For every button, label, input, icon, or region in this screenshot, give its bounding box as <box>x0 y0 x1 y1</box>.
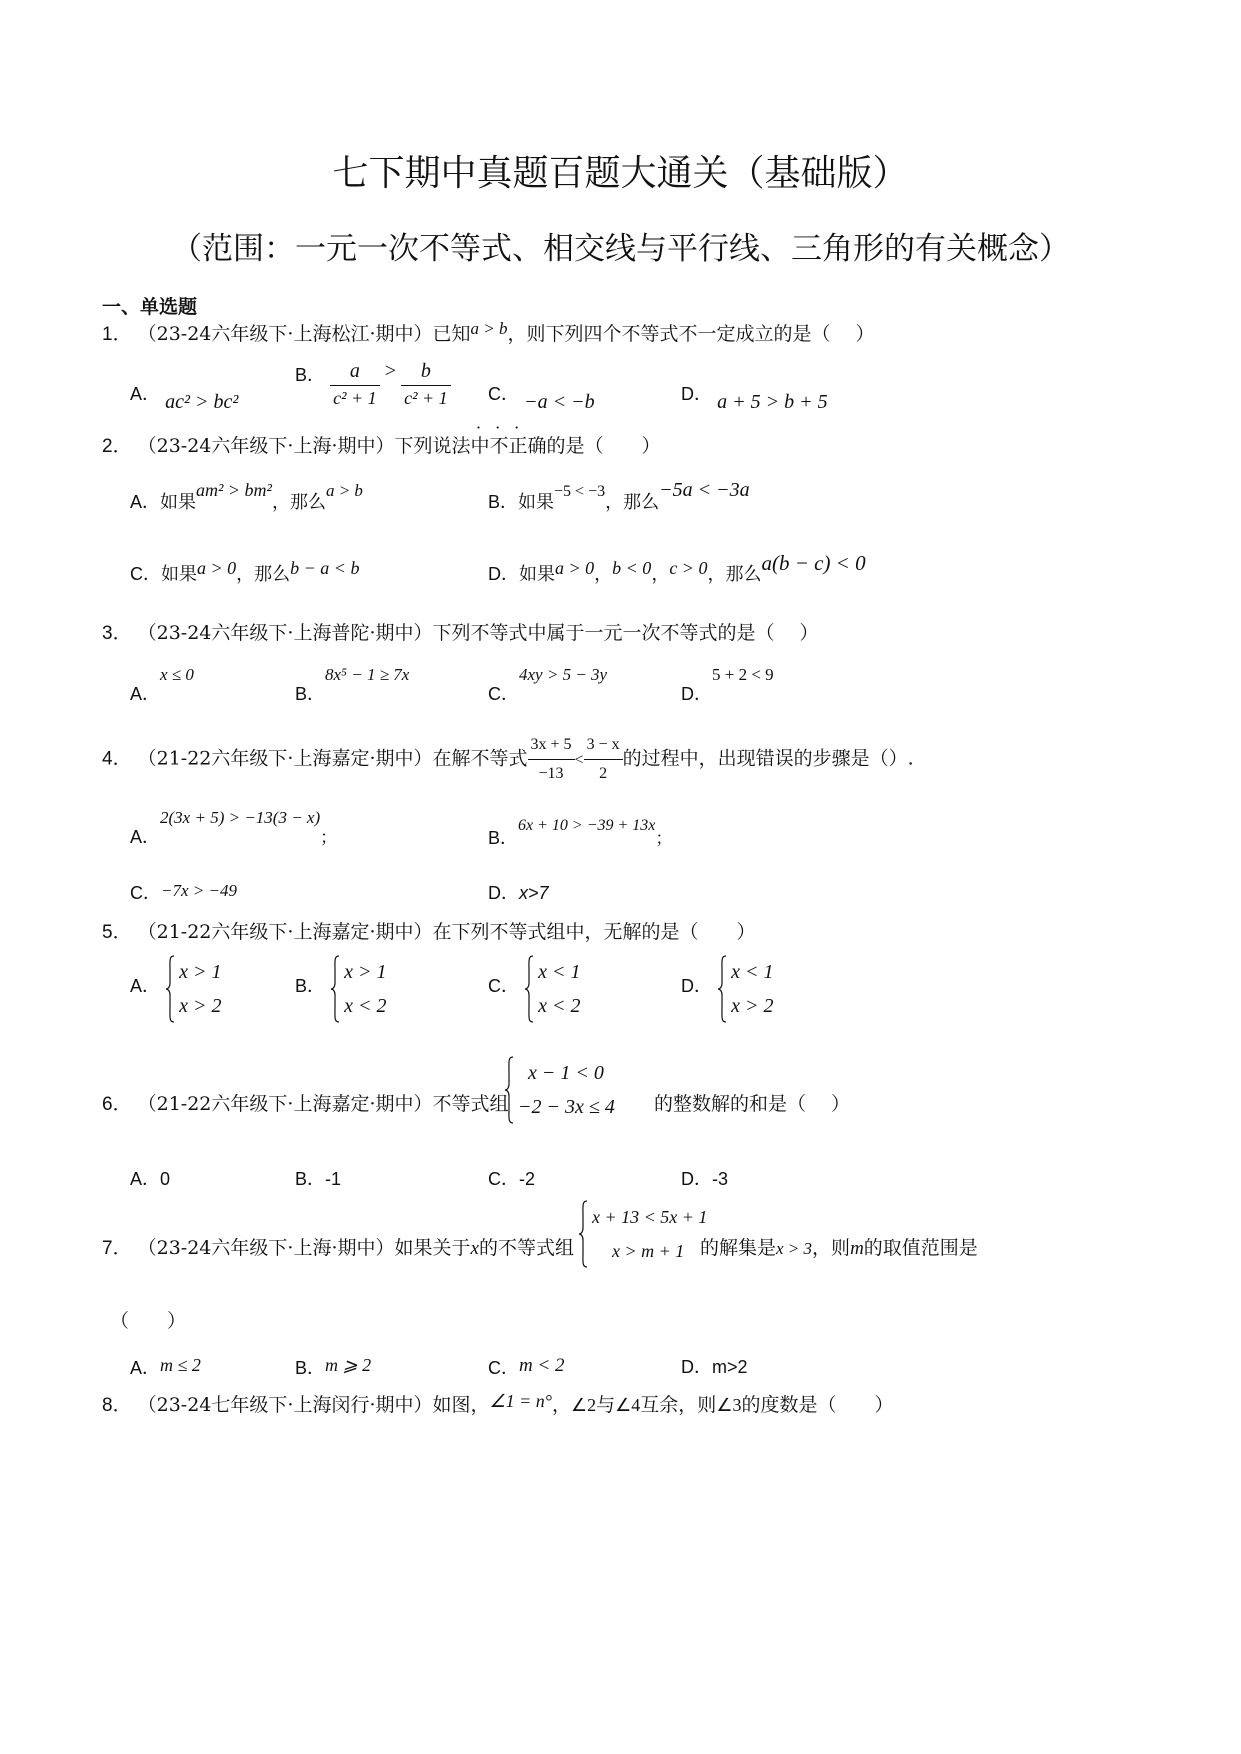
fraction-right <box>584 733 623 786</box>
option-expr: am² > bm² <box>196 480 272 500</box>
option-label: D． <box>681 976 712 996</box>
system-line: x > 2 <box>179 995 222 1017</box>
page-title: 七下期中真题百题大通关（基础版） <box>332 153 909 194</box>
option-a[interactable] <box>130 380 239 413</box>
inequality-system <box>504 1056 615 1124</box>
option-label: B． <box>295 365 326 385</box>
system-body <box>504 1056 615 1124</box>
stem-text: 互余，则 <box>640 1394 717 1416</box>
system-line: −2 − 3x ≤ 4 <box>518 1096 615 1118</box>
brace-icon <box>504 1056 514 1124</box>
stem-text: 下列不等式中属于一元一次不等式的是（ ） <box>432 622 819 644</box>
option-expr: −5a < −3a <box>659 479 750 501</box>
option-label: B． <box>295 1169 326 1189</box>
option-b[interactable] <box>295 955 386 1023</box>
question-1-stem <box>102 319 875 347</box>
stem-text: 的解集是 <box>700 1237 777 1259</box>
question-number: 8． <box>102 1395 132 1416</box>
stem-text: 已知 <box>432 323 471 345</box>
system-line: x + 13 < 5x + 1 <box>592 1207 708 1227</box>
question-source: （23-24七年级下·上海闵行·期中） <box>137 1394 433 1416</box>
question-source: （21-22六年级下·上海嘉定·期中） <box>137 1093 433 1115</box>
option-value: 0 <box>160 1169 171 1189</box>
option-expr: a > 0 <box>197 558 237 578</box>
question-6-stem <box>102 1092 509 1117</box>
fraction-right <box>401 360 451 409</box>
stem-text: 与 <box>596 1394 616 1416</box>
question-6-stem-tail: 的整数解的和是（ ） <box>654 1093 851 1115</box>
question-number: 7． <box>102 1238 132 1259</box>
option-label: A． <box>130 827 161 847</box>
denominator: c² + 1 <box>333 388 377 408</box>
stem-text: ，则下列四个不等式不一定成立的是（ ） <box>507 323 875 345</box>
variable: m <box>850 1238 864 1259</box>
option-label: B． <box>295 976 326 996</box>
numerator: 3 − x <box>584 733 623 760</box>
stem-text: 在解不等式 <box>432 747 528 770</box>
question-number: 6． <box>102 1094 132 1115</box>
option-label: C． <box>488 976 519 996</box>
option-expr: 6x + 10 > −39 + 13x <box>518 817 656 834</box>
denominator: −13 <box>538 765 564 782</box>
option-expr: −a < −b <box>524 391 595 413</box>
question-8-stem <box>102 1393 893 1418</box>
angle-expr: ∠4 <box>615 1395 641 1415</box>
question-number: 5． <box>102 922 132 943</box>
system-line: x < 1 <box>731 961 774 983</box>
option-text: ， <box>651 564 670 585</box>
solution-expr: x > 3 <box>776 1239 813 1258</box>
option-expr: x ≤ 0 <box>160 665 194 684</box>
brace-icon <box>578 1200 588 1268</box>
system-line: x − 1 < 0 <box>528 1062 604 1084</box>
variable: x <box>470 1238 479 1259</box>
angle-expr: ∠2 <box>571 1395 597 1415</box>
option-expr: a > b <box>325 481 363 500</box>
option-label: D． <box>681 1357 712 1377</box>
system-line: x < 2 <box>538 995 581 1017</box>
stem-text: 下列说法中不正确的是（ ） <box>394 435 661 457</box>
option-d[interactable] <box>681 660 774 704</box>
option-d[interactable] <box>488 879 549 905</box>
question-number: 4． <box>102 748 132 770</box>
option-label: B． <box>295 1358 326 1378</box>
option-text: 如果 <box>519 564 555 585</box>
question-number: 3． <box>102 623 132 644</box>
option-c[interactable] <box>488 660 608 704</box>
stem-text: ， <box>551 1394 571 1416</box>
option-value: -2 <box>519 1169 536 1189</box>
option-b[interactable] <box>295 360 451 409</box>
option-a[interactable] <box>130 803 338 848</box>
option-label: A． <box>130 384 161 404</box>
system-line: x < 2 <box>344 995 387 1017</box>
stem-text: 如果关于 <box>394 1237 471 1259</box>
numerator: b <box>401 360 451 386</box>
question-3-stem <box>102 621 819 646</box>
option-c[interactable] <box>130 876 237 902</box>
option-label: A． <box>130 492 161 512</box>
question-2-stem <box>102 434 661 459</box>
option-label: C． <box>488 384 519 404</box>
option-expr: a > 0 <box>555 558 595 578</box>
option-b[interactable] <box>295 660 410 704</box>
answer-parens: （ ） <box>110 1310 187 1332</box>
option-text: ， <box>594 564 613 585</box>
stem-text: 的度数是（ ） <box>741 1394 894 1416</box>
option-c[interactable] <box>488 1351 565 1377</box>
option-d[interactable] <box>681 380 828 413</box>
option-expr: 2(3x + 5) > −13(3 − x) <box>160 808 321 827</box>
option-c[interactable] <box>488 380 595 413</box>
option-expr: −7x > −49 <box>161 881 237 900</box>
option-expr: a + 5 > b + 5 <box>717 391 828 413</box>
option-label: D． <box>681 684 712 704</box>
question-source: （23-24六年级下·上海·期中） <box>137 1237 395 1259</box>
option-expr: 4xy > 5 − 3y <box>519 665 608 684</box>
option-b[interactable] <box>488 479 750 514</box>
question-source: （23-24六年级下·上海·期中） <box>137 435 395 457</box>
brace-icon <box>717 955 727 1023</box>
option-b[interactable] <box>488 810 673 849</box>
option-expr: m ⩾ 2 <box>325 1355 372 1375</box>
option-label: C． <box>488 684 519 704</box>
option-expr: 8x⁵ − 1 ≥ 7x <box>325 665 410 684</box>
option-text: 如果 <box>518 492 555 513</box>
option-expr: 5 + 2 < 9 <box>712 665 774 684</box>
option-label: D． <box>488 883 519 903</box>
question-4-stem <box>102 733 914 786</box>
angle-expr: ∠3 <box>716 1395 742 1415</box>
option-label: A． <box>130 1169 161 1189</box>
brace-icon <box>165 955 175 1023</box>
relation: > <box>384 360 397 382</box>
stem-text: 的不等式组 <box>478 1237 574 1259</box>
option-label: C． <box>130 883 161 903</box>
system-line: x > 2 <box>731 995 774 1017</box>
option-label: D． <box>681 1169 712 1189</box>
option-label: D． <box>681 384 712 404</box>
system-line: x > 1 <box>344 961 387 983</box>
question-source: （21-22六年级下·上海嘉定·期中） <box>137 747 433 770</box>
option-expr: a(b − c) < 0 <box>761 551 866 575</box>
option-text: ，那么 <box>707 564 762 585</box>
page-subtitle: （范围：一元一次不等式、相交线与平行线、三角形的有关概念） <box>171 231 1070 267</box>
option-expr: m>2 <box>712 1357 748 1377</box>
system-line: x < 1 <box>538 961 581 983</box>
inequality-system <box>330 955 386 1023</box>
fraction-left <box>528 733 575 786</box>
option-expr: c > 0 <box>669 558 708 578</box>
option-label: C． <box>488 1169 519 1189</box>
option-text: ； <box>320 828 338 848</box>
option-label: B． <box>295 684 326 704</box>
emphasis-dots: ··· <box>476 418 534 437</box>
inequality-system <box>524 955 580 1023</box>
option-text: ，那么 <box>236 564 291 585</box>
stem-text: 如图， <box>432 1394 490 1416</box>
option-text: ； <box>655 829 673 849</box>
system-body <box>578 1200 707 1268</box>
option-a[interactable] <box>130 660 194 704</box>
stem-text: 不等式组 <box>432 1093 509 1115</box>
option-d[interactable] <box>681 1165 728 1191</box>
option-text: ，那么 <box>271 492 326 513</box>
question-source: （23-24六年级下·上海普陀·期中） <box>137 622 433 644</box>
option-label: A． <box>130 684 161 704</box>
denominator: 2 <box>599 765 608 782</box>
option-label: A． <box>130 976 161 996</box>
denominator: c² + 1 <box>404 388 448 408</box>
stem-text: ，则 <box>812 1237 851 1259</box>
option-value: -3 <box>712 1169 729 1189</box>
option-text: 如果 <box>160 492 197 513</box>
inequality-system <box>165 955 221 1023</box>
inequality-system <box>578 1200 707 1268</box>
option-expr: m ≤ 2 <box>160 1355 201 1375</box>
option-text: 如果 <box>161 564 197 585</box>
question-number: 1． <box>102 324 132 345</box>
option-b[interactable] <box>295 1165 341 1191</box>
stem-text: 的取值范围是 <box>863 1237 978 1259</box>
option-expr: b < 0 <box>612 558 652 578</box>
question-source: （21-22六年级下·上海嘉定·期中） <box>137 921 433 943</box>
angle-expr: ∠1 = n° <box>489 1391 552 1411</box>
stem-text: 的过程中，出现错误的步骤是（）. <box>622 747 914 770</box>
option-expr: x>7 <box>519 883 549 903</box>
question-7-stem-tail <box>700 1236 978 1261</box>
stem-text: 在下列不等式组中，无解的是（ ） <box>432 921 756 943</box>
question-source: （23-24六年级下·上海松江·期中） <box>137 323 433 345</box>
option-b[interactable] <box>295 1351 371 1377</box>
inequality-system <box>717 955 773 1023</box>
option-label: B． <box>488 828 519 848</box>
system-line: x > 1 <box>179 961 222 983</box>
option-a[interactable] <box>130 1351 201 1377</box>
numerator: a <box>330 360 380 386</box>
option-d[interactable] <box>681 955 773 1023</box>
option-value: -1 <box>325 1169 342 1189</box>
option-text: ，那么 <box>605 492 660 513</box>
condition-expr: a > b <box>470 319 508 338</box>
option-c[interactable] <box>488 955 580 1023</box>
question-7-stem <box>102 1236 574 1261</box>
brace-icon <box>524 955 534 1023</box>
question-5-stem <box>102 920 756 945</box>
option-expr: m < 2 <box>519 1355 565 1376</box>
option-expr: b − a < b <box>290 558 360 578</box>
option-a[interactable] <box>130 480 363 514</box>
option-d[interactable] <box>681 1353 748 1379</box>
relation: < <box>574 751 584 769</box>
fraction-left <box>330 360 380 409</box>
option-expr: ac² > bc² <box>165 391 239 413</box>
option-a[interactable] <box>130 1165 170 1191</box>
option-label: D． <box>488 564 519 584</box>
numerator: 3x + 5 <box>528 733 575 760</box>
option-d[interactable] <box>488 551 866 586</box>
brace-icon <box>330 955 340 1023</box>
option-label: C． <box>488 1358 519 1378</box>
system-line: x > m + 1 <box>612 1241 685 1261</box>
option-c[interactable] <box>488 1165 535 1191</box>
option-c[interactable] <box>130 560 359 586</box>
option-label: B． <box>488 492 519 512</box>
option-label: C． <box>130 564 161 584</box>
option-label: A． <box>130 1358 161 1378</box>
question-number: 2． <box>102 436 132 457</box>
section-heading: 一、单选题 <box>102 296 198 318</box>
option-a[interactable] <box>130 955 221 1023</box>
option-expr: −5 < −3 <box>554 483 606 500</box>
